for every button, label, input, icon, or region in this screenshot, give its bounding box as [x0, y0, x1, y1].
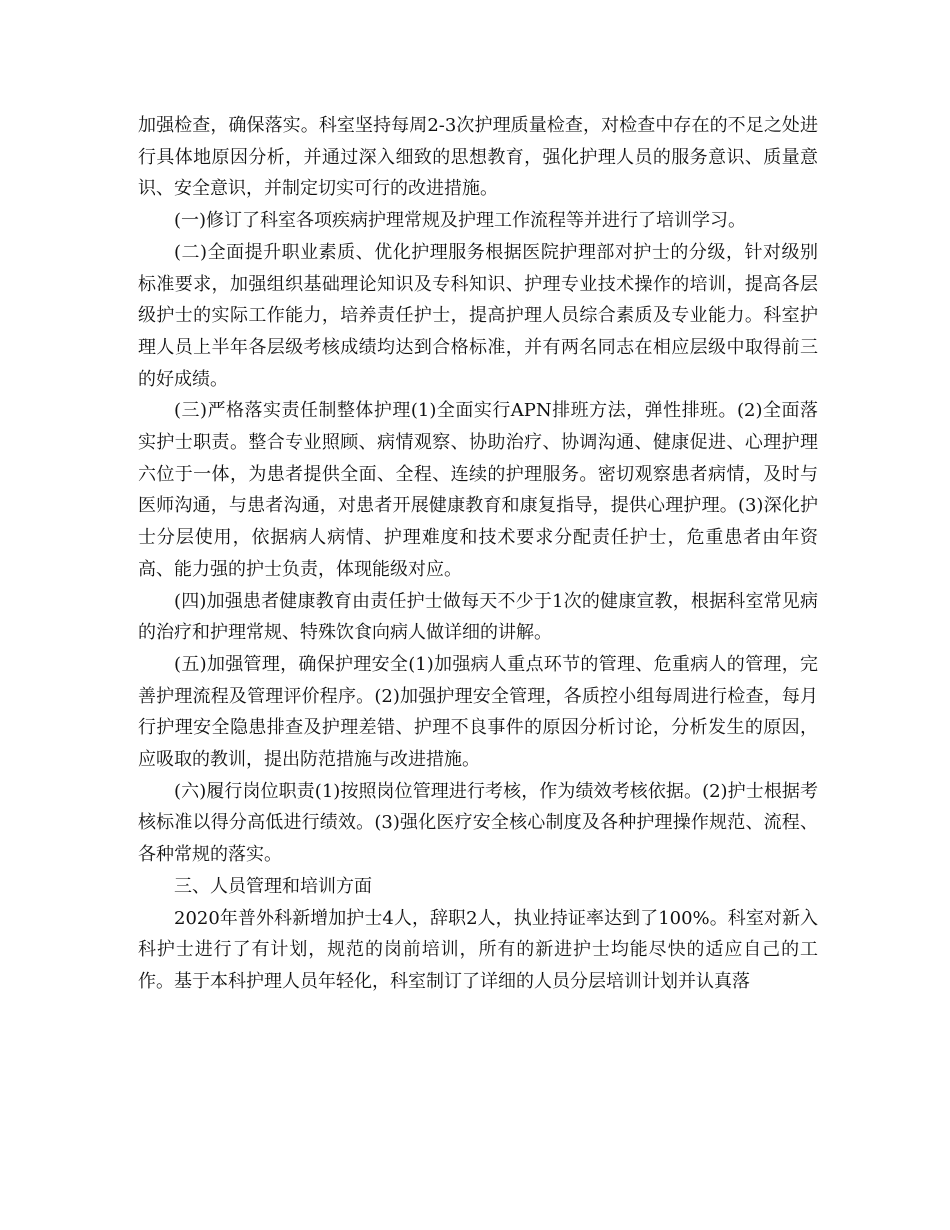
paragraph-5: (四)加强患者健康教育由责任护士做每天不少于1次的健康宣教，根据科室常见病的治疗和护理常规、特殊饮食向病人做详细的讲解。: [138, 590, 818, 644]
paragraph-2: (一)修订了科室各项疾病护理常规及护理工作流程等并进行了培训学习。: [174, 210, 747, 232]
paragraph-7: (六)履行岗位职责(1)按照岗位管理进行考核，作为绩效考核依据。(2)护士根据考核标准以得分高低进行绩效。(3)强化医疗安全核心制度及各种护理操作规范、流程、各种常规的落实。: [138, 780, 818, 866]
paragraph-3: (二)全面提升职业素质、优化护理服务根据医院护理部对护士的分级，针对级别标准要求，加强组织基础理论知识及专科知识、护理专业技术操作的培训，提高各层级护士的实际工作能力，培养责任护士，提高护理人员综合素质及专业能力。科室护理人员上半年各层级考核成绩均达到合格标准，并有两名同志在相应层级中取得前三的好成绩。: [138, 241, 818, 390]
paragraph-6: (五)加强管理，确保护理安全(1)加强病人重点环节的管理、危重病人的管理，完善护理流程及管理评价程序。(2)加强护理安全管理，各质控小组每周进行检查，每月行护理安全隐患排查及护理差错、护理不良事件的原因分析讨论，分析发生的原因，应吸取的教训，提出防范措施与改进措施。: [138, 653, 818, 771]
section-heading: 三、人员管理和培训方面: [174, 875, 372, 897]
paragraph-8: 2020年普外科新增加护士4人，辞职2人，执业持证率达到了100%。科室对新入科护士进行了有计划，规范的岗前培训，所有的新进护士均能尽快的适应自己的工作。基于本科护理人员年轻化，科室制订了详细的人员分层培训计划并认真落: [138, 907, 818, 992]
paragraph-4: (三)严格落实责任制整体护理(1)全面实行APN排班方法，弹性排班。(2)全面落实护士职责。整合专业照顾、病情观察、协助治疗、协调沟通、健康促进、心理护理六位于一体，为患者提供全面、全程、连续的护理服务。密切观察患者病情，及时与医师沟通，与患者沟通，对患者开展健康教育和康复指导，提供心理护理。(3)深化护士分层使用，依据病人病情、护理难度和技术要求分配责任护士，危重患者由年资高、能力强的护士负责，体现能级对应。: [138, 400, 818, 580]
document-body: [138, 110, 818, 998]
paragraph-1: 加强检查，确保落实。科室坚持每周2-3次护理质量检查，对检查中存在的不足之处进行具体地原因分析，并通过深入细致的思想教育，强化护理人员的服务意识、质量意识、安全意识，并制定切实可行的改进措施。: [138, 115, 818, 200]
